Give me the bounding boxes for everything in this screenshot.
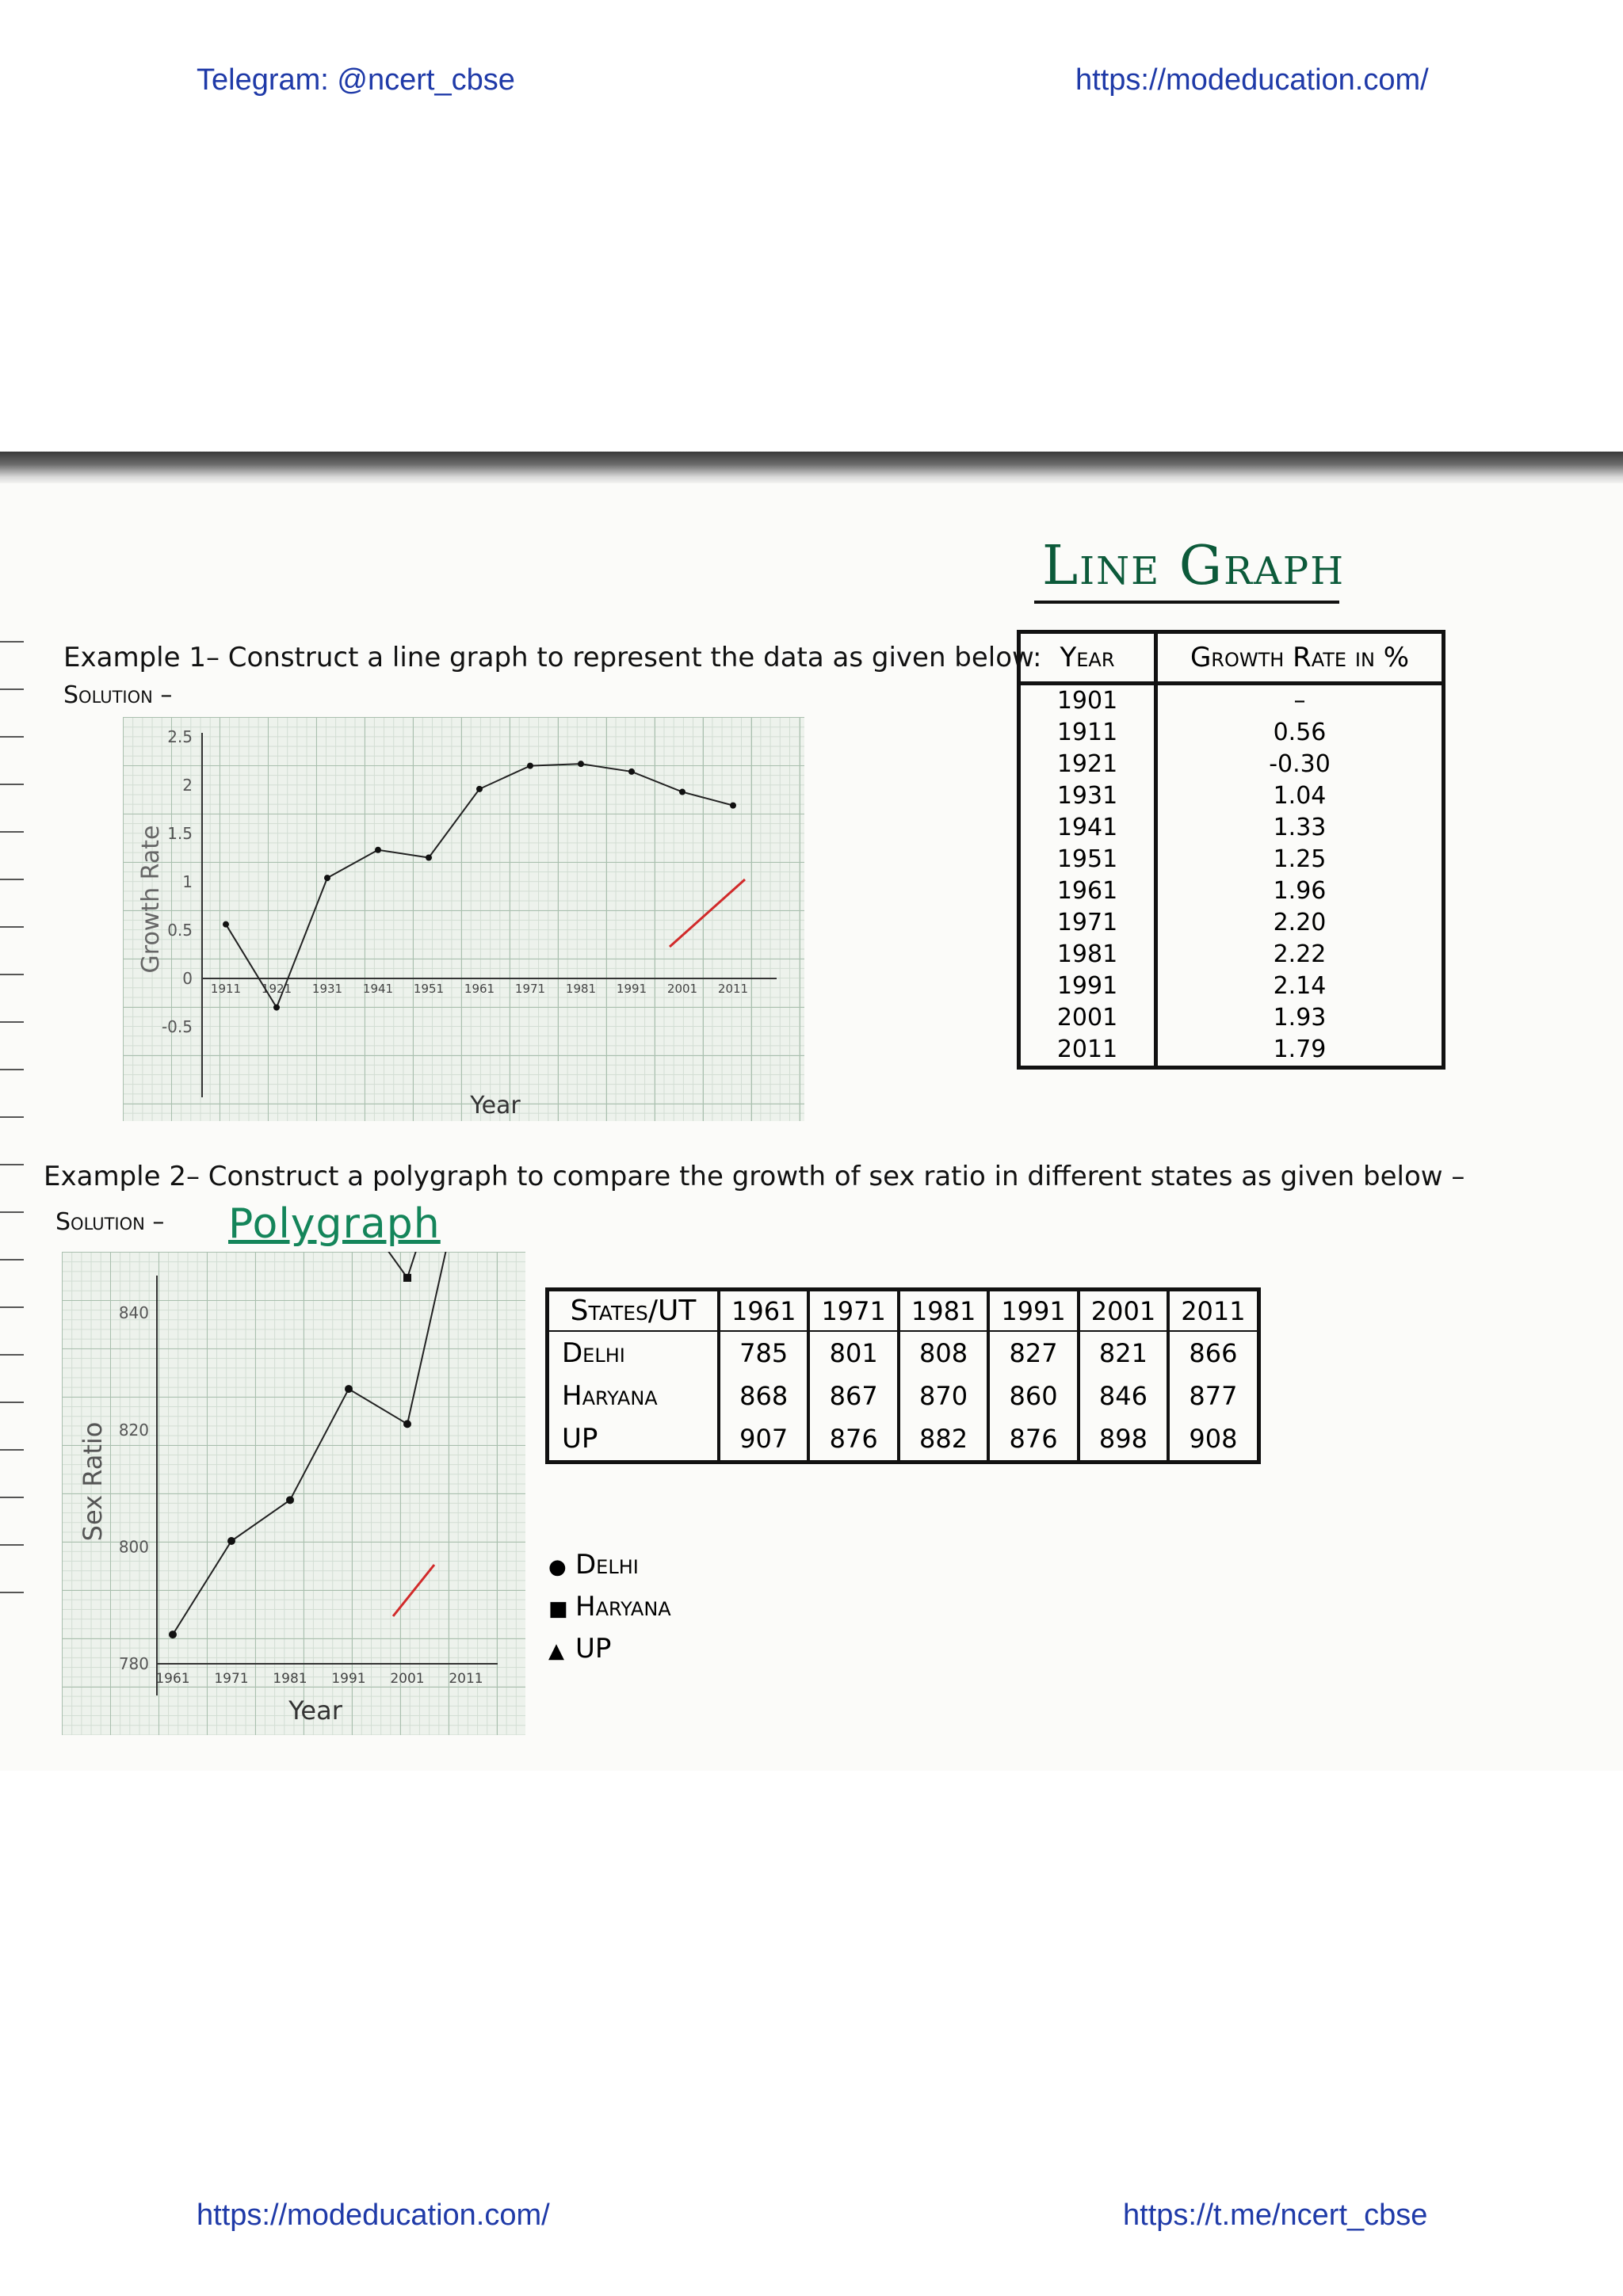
state-cell: UP [548,1417,720,1463]
square-marker-icon: ■ [548,1597,568,1621]
table-row [1019,875,1444,907]
rate-cell: 1.79 [1156,1034,1444,1068]
circle-marker-icon: ● [548,1555,567,1579]
rate-cell: 1.25 [1156,844,1444,875]
value-cell: 870 [899,1375,988,1417]
table-row [1019,684,1444,718]
y-tick-label: -0.5 [161,1017,193,1036]
table-row [1019,1002,1444,1034]
col-header-states: States/UT [548,1290,720,1332]
rate-cell: 0.56 [1156,717,1444,749]
notebook-photo [0,452,1623,1771]
value-cell: 882 [899,1417,988,1463]
value-cell: 846 [1079,1375,1168,1417]
x-tick-label: 2011 [717,982,749,996]
data-point [679,789,685,795]
value-cell: 866 [1189,1338,1238,1368]
data-point [628,769,635,775]
table-row [1019,717,1444,749]
line-graph-title: Line Graph [1042,535,1346,597]
x-tick-label: 1981 [565,982,597,996]
year-cell: 1971 [1056,909,1118,936]
table-header-row [1019,632,1444,684]
x-axis-title: Year [288,1695,342,1726]
data-point [227,1537,235,1545]
example2-solution-label: Solution – [55,1208,165,1236]
value-cell: 821 [1079,1331,1168,1375]
growth-rate-series-line [226,764,733,1007]
x-tick-label: 1991 [616,982,647,996]
x-tick-label: 1931 [311,982,343,996]
legend-label: Haryana [575,1591,671,1623]
data-point [527,763,533,769]
table-row [1019,1034,1444,1068]
x-tick-label: 1961 [464,982,495,996]
year-cell: 1921 [1056,750,1118,778]
state-cell: Delhi [548,1331,720,1375]
red-pen-mark [670,879,745,947]
y-axis-title: Sex Ratio [78,1421,108,1542]
legend-item [548,1545,671,1587]
value-cell: 860 [988,1375,1078,1417]
x-axis-title: Year [470,1092,521,1119]
data-point [578,761,584,767]
year-cell: 2011 [1056,1035,1118,1063]
table-row [1019,939,1444,971]
table-row [1019,971,1444,1002]
data-point [169,1630,177,1638]
value-cell: 877 [1189,1381,1238,1411]
x-tick-label: 1911 [210,982,242,996]
col-header-1971: 1971 [808,1290,898,1332]
series-line-delhi [173,1252,466,1634]
y-tick-label: 1.5 [167,824,193,843]
growth-rate-table [1017,630,1445,1070]
rate-cell: 1.04 [1156,780,1444,812]
col-header-1991: 1991 [988,1290,1078,1332]
table-row [1019,907,1444,939]
y-tick-label: 0.5 [167,921,193,940]
y-tick-label: 0 [182,969,193,988]
value-cell: 801 [808,1331,898,1375]
col-header-1981: 1981 [899,1290,988,1332]
red-pen-mark [393,1565,434,1616]
year-cell: 1901 [1056,687,1118,715]
series-line-haryana [173,1252,466,1278]
value-cell: 785 [719,1331,808,1375]
y-tick-label: 780 [118,1654,149,1673]
rate-cell: 2.14 [1156,971,1444,1002]
line-graph-chart [123,717,804,1121]
x-tick-label: 1961 [155,1671,190,1687]
table-row [548,1331,1259,1375]
value-cell: 827 [988,1331,1078,1375]
data-point [403,1420,411,1428]
value-cell: 907 [719,1417,808,1463]
polygraph-title: Polygraph [228,1200,441,1248]
rate-cell: 1.93 [1156,1002,1444,1034]
rate-cell: 2.20 [1156,907,1444,939]
rate-cell: 2.22 [1156,939,1444,971]
legend-item [548,1587,671,1629]
data-point [286,1496,294,1504]
table-row [1019,844,1444,875]
y-tick-label: 1 [182,872,193,891]
year-cell: 2001 [1056,1004,1118,1032]
rate-cell: -0.30 [1156,749,1444,780]
value-cell: 876 [808,1417,898,1463]
y-tick-label: 2.5 [167,727,193,746]
rate-cell: – [1156,684,1444,718]
sex-ratio-table [545,1287,1261,1464]
y-tick-label: 800 [118,1537,149,1557]
polygraph-legend [548,1545,671,1671]
data-point [730,803,736,809]
data-point [273,1005,280,1011]
rate-cell: 1.33 [1156,812,1444,844]
page-footer-left[interactable]: https://modeducation.com/ [197,2199,550,2232]
table-row [1019,749,1444,780]
table-row [1019,780,1444,812]
legend-item [548,1629,671,1671]
table-row [548,1417,1259,1463]
polygraph-chart [62,1252,525,1735]
year-cell: 1981 [1056,940,1118,968]
data-point [403,1274,411,1282]
x-tick-label: 1991 [331,1671,366,1687]
example1-solution-label: Solution – [63,681,173,709]
x-tick-label: 2011 [449,1671,483,1687]
value-cell: 908 [1189,1424,1238,1454]
data-point [223,921,229,928]
data-point [426,855,432,861]
col-header-1961: 1961 [719,1290,808,1332]
table-row [1019,812,1444,844]
year-cell: 1941 [1056,814,1118,841]
data-point [324,875,330,881]
example2-heading: Example 2– Construct a polygraph to compare the growth of sex ratio in different states as given below – [44,1161,1465,1192]
year-cell: 1961 [1056,877,1118,905]
y-tick-label: 2 [182,776,193,795]
x-tick-label: 1921 [261,982,292,996]
legend-label: Delhi [575,1549,639,1581]
col-header-year: Year [1019,632,1156,684]
col-header-growth-rate: Growth Rate in % [1156,632,1444,684]
table-row [548,1375,1259,1417]
y-tick-label: 840 [118,1303,149,1323]
page-footer-right[interactable]: https://t.me/ncert_cbse [1123,2199,1428,2232]
x-tick-label: 2001 [390,1671,425,1687]
state-cell: Haryana [548,1375,720,1417]
notebook-margin-marks [0,626,32,1735]
data-point [375,847,381,853]
example1-heading: Example 1– Construct a line graph to represent the data as given below: [63,642,1042,673]
photo-edge [0,452,1623,483]
col-header-2001: 2001 [1079,1290,1168,1332]
data-point [345,1385,353,1393]
y-tick-label: 820 [118,1420,149,1440]
value-cell: 876 [988,1417,1078,1463]
page-header-left[interactable]: Telegram: @ncert_cbse [197,63,515,97]
legend-label: UP [575,1633,612,1665]
data-point [476,786,483,792]
year-cell: 1931 [1056,782,1118,810]
x-tick-label: 1971 [514,982,546,996]
value-cell: 867 [808,1375,898,1417]
triangle-marker-icon: ▲ [548,1639,564,1663]
x-tick-label: 1981 [273,1671,307,1687]
x-tick-label: 1971 [214,1671,249,1687]
year-cell: 1991 [1056,972,1118,1000]
col-header-2011: 2011 [1168,1290,1258,1332]
value-cell: 898 [1079,1417,1168,1463]
y-axis-title: Growth Rate [137,825,165,974]
x-tick-label: 1941 [362,982,394,996]
value-cell: 868 [719,1375,808,1417]
year-cell: 1911 [1056,719,1118,746]
rate-cell: 1.96 [1156,875,1444,907]
x-tick-label: 2001 [666,982,698,996]
title-underline [1034,601,1339,604]
value-cell: 808 [899,1331,988,1375]
year-cell: 1951 [1056,845,1118,873]
table-header-row [548,1290,1259,1332]
x-tick-label: 1951 [413,982,445,996]
page-header-right[interactable]: https://modeducation.com/ [1075,63,1429,97]
